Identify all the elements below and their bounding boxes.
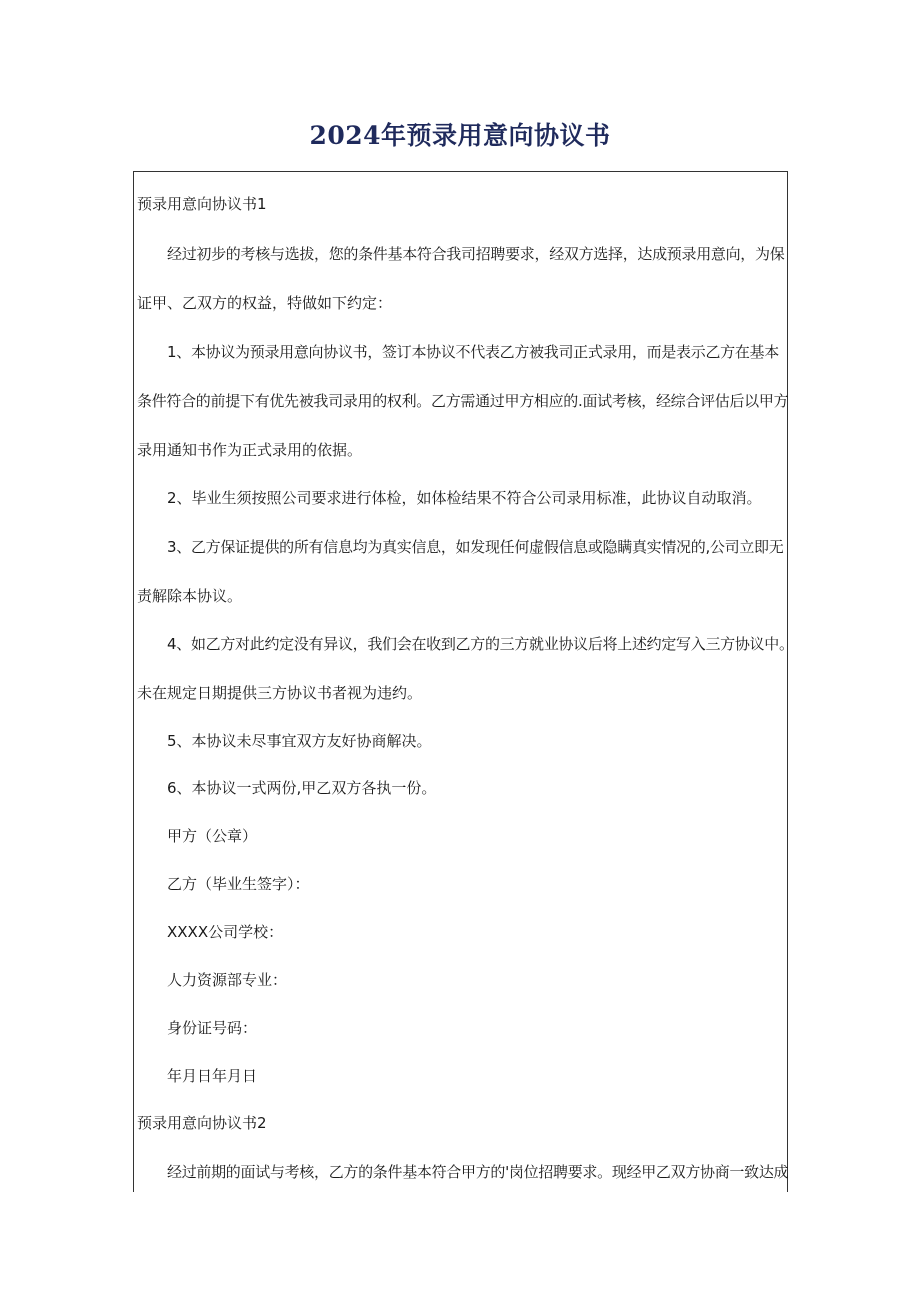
clause-2: 2、毕业生须按照公司要求进行体检，如体检结果不符合公司录用标准，此协议自动取消。 bbox=[167, 489, 762, 507]
intro-line-2: 证甲、乙双方的权益，特做如下约定： bbox=[137, 294, 393, 312]
clause-6: 6、本协议一式两份,甲乙双方各执一份。 bbox=[167, 779, 437, 797]
id-number-label: 身份证号码： bbox=[167, 1019, 258, 1037]
party-a-seal-label: 甲方（公章） bbox=[167, 827, 258, 845]
clause-5: 5、本协议未尽事宜双方友好协商解决。 bbox=[167, 732, 432, 750]
clause-4-line-1: 4、如乙方对此约定没有异议，我们会在收到乙方的三方就业协议后将上述约定写入三方协议中。 bbox=[167, 635, 794, 653]
clause-1-line-1: 1、本协议为预录用意向协议书，签订本协议不代表乙方被我司正式录用，而是表示乙方在基本 bbox=[167, 343, 779, 361]
section-2-intro-line-1: 经过前期的面试与考核，乙方的条件基本符合甲方的'岗位招聘要求。现经甲乙双方协商一致达成 bbox=[167, 1163, 789, 1181]
clause-1-line-2: 条件符合的前提下有优先被我司录用的权利。乙方需通过甲方相应的.面试考核，经综合评估后以甲方 bbox=[137, 392, 789, 410]
hr-major-label: 人力资源部专业： bbox=[167, 971, 288, 989]
clause-3-line-1: 3、乙方保证提供的所有信息均为真实信息，如发现任何虚假信息或隐瞒真实情况的,公司立即无 bbox=[167, 538, 784, 556]
clause-3-line-2: 责解除本协议。 bbox=[137, 587, 243, 605]
company-school-label: XXXX公司学校： bbox=[167, 923, 284, 941]
clause-4-line-2: 未在规定日期提供三方协议书者视为违约。 bbox=[137, 684, 423, 702]
party-b-signature-label: 乙方（毕业生签字）： bbox=[167, 875, 310, 893]
document-title: 2024年预录用意向协议书 bbox=[309, 121, 611, 150]
clause-1-line-3: 录用通知书作为正式录用的依据。 bbox=[137, 441, 363, 459]
section-2-heading: 预录用意向协议书2 bbox=[137, 1114, 267, 1132]
content-frame bbox=[133, 171, 788, 1192]
section-1-heading: 预录用意向协议书1 bbox=[137, 195, 267, 213]
intro-line-1: 经过初步的考核与选拔，您的条件基本符合我司招聘要求，经双方选择，达成预录用意向，为保 bbox=[167, 245, 785, 263]
date-labels: 年月日年月日 bbox=[167, 1067, 258, 1085]
